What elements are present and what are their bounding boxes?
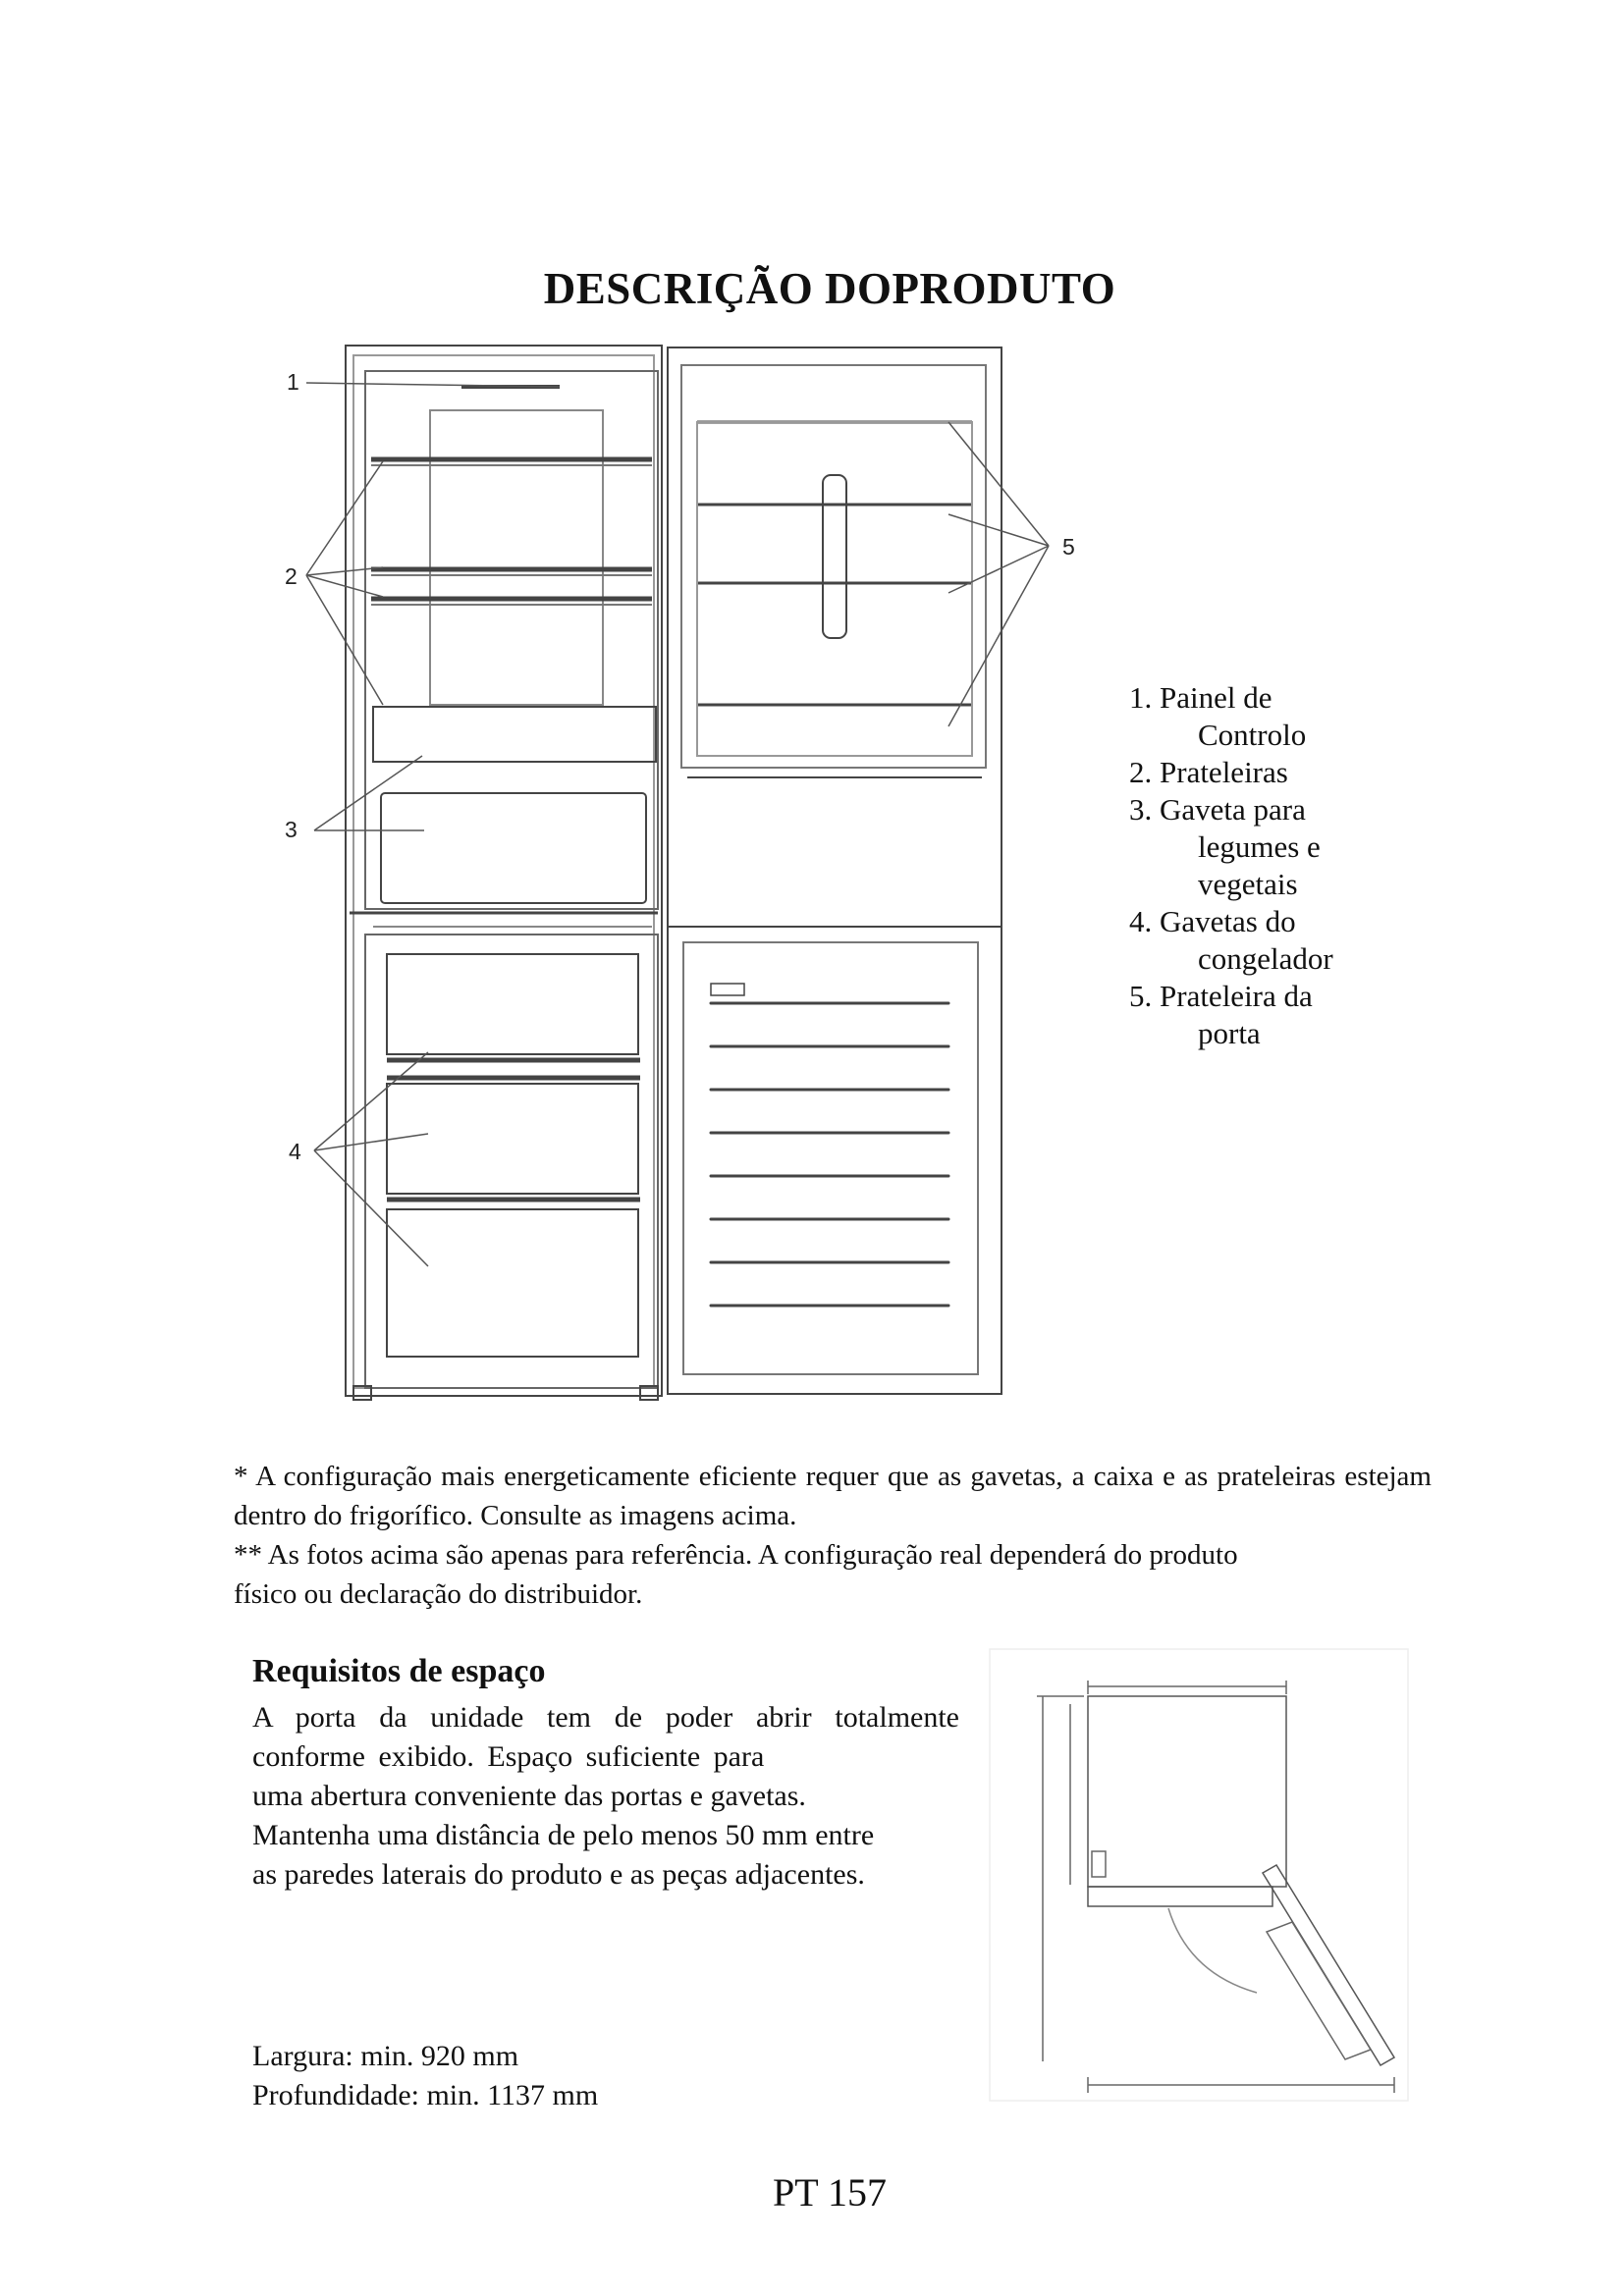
note-energy: * A configuração mais energeticamente eficiente requer que as gavetas, a caixa e as prateleiras estejam dentro do frigorífico. Consulte as imagens acima. — [234, 1461, 1432, 1531]
legend-number: 2. — [1129, 755, 1153, 789]
legend-label-cont: porta — [1198, 1016, 1261, 1050]
space-diagram — [990, 1649, 1408, 2101]
page-number: PT 157 — [773, 2170, 887, 2215]
thermostat-icon — [711, 984, 744, 995]
callout-2: 2 — [285, 563, 298, 589]
fridge-shelves — [371, 459, 652, 599]
notes-block — [234, 1457, 1432, 1614]
min-width: Largura: min. 920 mm — [252, 2040, 519, 2072]
door-shelves-frame — [681, 365, 986, 768]
space-line: as paredes laterais do produto e as peças adjacentes. — [252, 1858, 865, 1891]
legend-item — [1129, 791, 1333, 903]
fridge-back-panel — [430, 410, 603, 705]
fridge-body-inner — [353, 355, 654, 1388]
space-line: A porta da unidade tem de poder abrir totalmente — [252, 1701, 959, 1734]
callout-1: 1 — [287, 369, 299, 395]
space-requirements-heading: Requisitos de espaço — [252, 1653, 546, 1689]
legend-label-cont: congelador — [1198, 941, 1333, 976]
parts-legend — [1129, 679, 1333, 1052]
legend-label-cont: Controlo — [1198, 718, 1307, 752]
min-depth: Profundidade: min. 1137 mm — [252, 2079, 599, 2111]
legend-label-cont: legumes e — [1198, 829, 1321, 864]
door-shelves — [697, 422, 972, 705]
callout-4: 4 — [289, 1139, 301, 1164]
dimensions-block — [252, 2037, 598, 2115]
legend-label: Painel de — [1160, 680, 1272, 715]
legend-number: 3. — [1129, 792, 1153, 827]
freezer-door-ribs — [711, 1003, 948, 1306]
legend-number: 1. — [1129, 680, 1153, 715]
freezer-drawers — [387, 954, 638, 1357]
legend-label-cont: vegetais — [1198, 867, 1298, 901]
fridge-body-outline — [346, 346, 662, 1396]
vegetable-drawer — [381, 793, 646, 903]
legend-item — [1129, 903, 1333, 978]
legend-item — [1129, 978, 1333, 1052]
page-title: DESCRIÇÃO DOPRODUTO — [543, 264, 1116, 313]
legend-item — [1129, 679, 1333, 754]
space-line: conforme exibido. Espaço suficiente para — [252, 1740, 765, 1773]
legend-number: 5. — [1129, 979, 1153, 1013]
note-reference-line1: ** As fotos acima são apenas para referência. A configuração real dependerá do produto — [234, 1539, 1238, 1571]
legend-number: 4. — [1129, 904, 1153, 938]
crisper-cover — [373, 707, 656, 762]
space-requirements-text — [252, 1698, 959, 1895]
note-reference-line2: físico ou declaração do distribuidor. — [234, 1578, 643, 1610]
space-line: uma abertura conveniente das portas e gavetas. — [252, 1780, 806, 1812]
legend-label: Prateleira da — [1160, 979, 1313, 1013]
freezer-cavity — [365, 934, 658, 1388]
legend-label: Prateleiras — [1160, 755, 1288, 789]
legend-label: Gaveta para — [1160, 792, 1306, 827]
callout-5: 5 — [1062, 534, 1075, 560]
legend-label: Gavetas do — [1160, 904, 1296, 938]
fridge-cavity — [365, 371, 658, 909]
space-line: Mantenha uma distância de pelo menos 50 mm entre — [252, 1819, 875, 1851]
legend-item — [1129, 754, 1333, 791]
freezer-door — [668, 927, 1001, 1394]
callout-3: 3 — [285, 817, 298, 842]
